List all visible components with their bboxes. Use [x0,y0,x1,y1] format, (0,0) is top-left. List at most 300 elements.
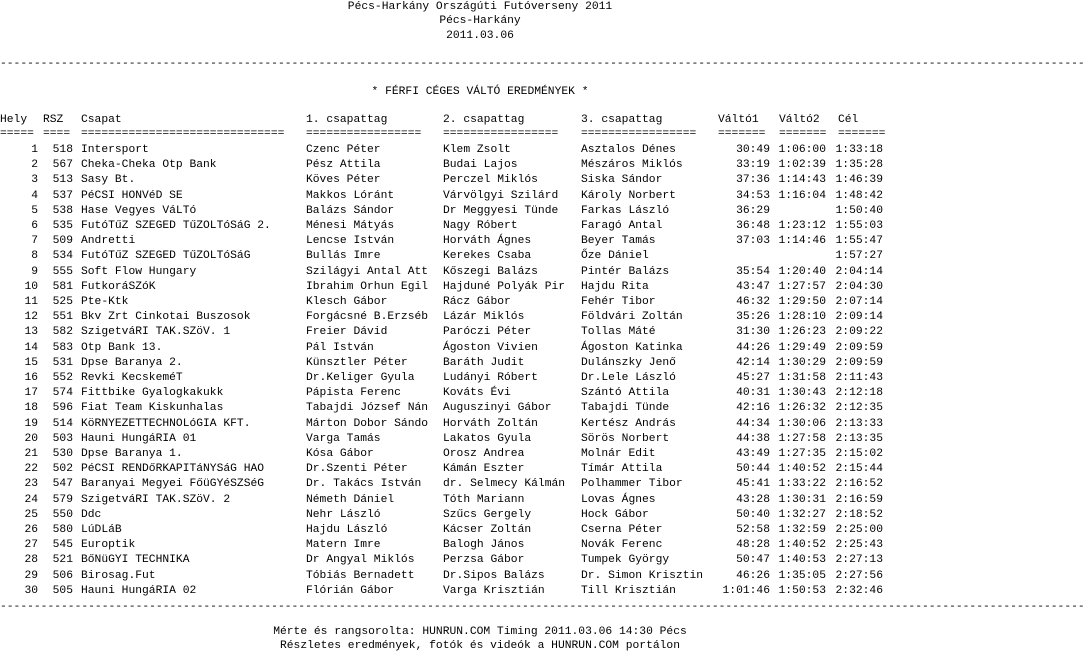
cell-bib: 550 [52,509,73,521]
cell-team: Andretti [81,235,136,247]
cell-bib: 582 [52,326,73,338]
cell-place: 4 [31,190,38,202]
cell-split-1: 36:29 [736,205,770,217]
cell-finish: 2:07:14 [835,296,883,308]
cell-runner-2: Budai Lajos [443,159,518,171]
cell-team: FutóTűZ SZEGED TűZOLTóSáG [81,250,251,262]
cell-team: Otp Bank 13. [81,342,163,354]
cell-team: Fittbike Gyalogkakukk [81,387,224,399]
cell-runner-3: Ágoston Katinka [581,342,683,354]
cell-runner-2: Lakatos Gyula [443,433,532,445]
cell-bib: 567 [52,159,73,171]
cell-split-1: 43:47 [736,281,770,293]
cell-runner-2: Paróczi Péter [443,326,532,338]
cell-place: 11 [24,296,38,308]
cell-team: SzigetváRI TAK.SZöV. 1 [81,326,231,338]
cell-bib: 545 [52,539,73,551]
cell-bib: 596 [52,402,73,414]
cell-runner-2: Kováts Évi [443,387,511,399]
cell-team: Fiat Team Kiskunhalas [81,402,224,414]
cell-finish: 2:32:46 [835,585,883,597]
cell-team: Dpse Baranya 2. [81,357,183,369]
cell-team: Sasy Bt. [81,174,136,186]
cell-finish: 1:48:42 [835,190,883,202]
cell-runner-3: Pintér Balázs [581,266,670,278]
table-row [0,295,960,309]
cell-split-1: 50:47 [736,554,770,566]
table-row [0,356,960,370]
cell-split-1: 33:19 [736,159,770,171]
cell-place: 7 [31,235,38,247]
col-leg1: 1. csapattag [306,114,388,126]
cell-runner-1: Flórián Gábor [306,585,395,597]
table-row [0,462,960,476]
cell-team: BőNüGYI TECHNIKA [81,554,190,566]
cell-bib: 505 [52,585,73,597]
cell-runner-1: Szilágyi Antal Att [306,266,429,278]
cell-runner-3: Fehér Tibor [581,296,656,308]
cell-runner-2: Nagy Róbert [443,220,518,232]
sep-leg3: ================= [581,128,697,140]
cell-place: 2 [31,159,38,171]
cell-bib: 538 [52,205,73,217]
cell-split-1: 34:53 [736,190,770,202]
cell-team: Soft Flow Hungary [81,266,197,278]
cell-team: Cheka-Cheka Otp Bank [81,159,217,171]
cell-runner-2: Klem Zsolt [443,144,511,156]
cell-split-2: 1:27:35 [778,448,826,460]
cell-runner-1: Hajdu László [306,524,388,536]
table-row [0,204,960,218]
cell-place: 24 [24,494,38,506]
cell-runner-1: Makkos Lóránt [306,190,395,202]
cell-finish: 2:18:52 [835,509,883,521]
cell-runner-1: Freier Dávid [306,326,388,338]
cell-runner-2: Kácser Zoltán [443,524,532,536]
cell-finish: 2:15:02 [835,448,883,460]
cell-team: Baranyai Megyei FőüGYéSZSéG [81,478,265,490]
cell-team: FutóTűZ SZEGED TűZOLTóSáG 2. [81,220,271,232]
cell-place: 8 [31,250,38,262]
cell-runner-3: Tumpek György [581,554,670,566]
cell-team: Ddc [81,509,102,521]
sep-hely: ===== [0,128,34,140]
cell-finish: 2:16:59 [835,494,883,506]
cell-runner-3: Tabajdi Tünde [581,402,670,414]
cell-place: 27 [24,539,38,551]
cell-split-2: 1:50:53 [778,585,826,597]
cell-finish: 2:11:43 [835,372,883,384]
table-row [0,493,960,507]
table-row [0,265,960,279]
cell-runner-1: Künsztler Péter [306,357,408,369]
table-row [0,249,960,263]
table-row [0,538,960,552]
cell-runner-3: Hajdu Rita [581,281,649,293]
cell-runner-1: Forgácsné B.Erzséb [306,311,429,323]
table-row [0,371,960,385]
cell-runner-3: Tímár Attila [581,463,663,475]
cell-place: 10 [24,281,38,293]
cell-place: 22 [24,463,38,475]
col-hely: Hely [0,114,28,126]
cell-runner-1: Tabajdi József Nán [306,402,429,414]
table-row [0,234,960,248]
cell-split-1: 48:28 [736,539,770,551]
cell-bib: 547 [52,478,73,490]
cell-split-2: 1:26:23 [778,326,826,338]
table-row [0,553,960,567]
table-row [0,325,960,339]
cell-finish: 2:25:00 [835,524,883,536]
timing-credit: Mérte és rangsorolta: HUNRUN.COM Timing 2011.03.06 14:30 Pécs [273,626,687,638]
cell-team: KöRNYEZETTECHNOLóGIA KFT. [81,418,251,430]
col-rsz: RSZ [43,114,64,126]
portal-note: Részletes eredmények, fotók és videók a HUNRUN.COM portálon [280,640,680,652]
cell-runner-3: Őze Dániel [581,250,649,262]
cell-runner-1: Ibrahim Orhun Egil [306,281,429,293]
table-row [0,523,960,537]
table-row [0,477,960,491]
cell-bib: 525 [52,296,73,308]
table-row [0,386,960,400]
event-date: 2011.03.06 [446,30,514,42]
cell-runner-3: Sörös Norbert [581,433,670,445]
cell-split-1: 46:32 [736,296,770,308]
cell-place: 18 [24,402,38,414]
cell-finish: 2:16:52 [835,478,883,490]
col-valto1: Váltó1 [718,114,759,126]
table-row [0,189,960,203]
sep-rsz: ==== [43,128,71,140]
cell-finish: 1:55:47 [835,235,883,247]
cell-runner-2: Balogh János [443,539,525,551]
cell-split-2: 1:30:43 [778,387,826,399]
cell-runner-2: Horváth Ágnes [443,235,532,247]
cell-team: Bkv Zrt Cinkotai Buszosok [81,311,251,323]
cell-split-2: 1:32:59 [778,524,826,536]
cell-runner-1: Pápista Ferenc [306,387,401,399]
cell-place: 9 [31,266,38,278]
cell-place: 25 [24,509,38,521]
cell-runner-3: Dulánszky Jenő [581,357,676,369]
cell-runner-3: Lovas Ágnes [581,494,656,506]
cell-runner-2: dr. Selmecy Kálmán [443,478,566,490]
cell-runner-2: Lázár Miklós [443,311,525,323]
event-title: Pécs-Harkány Országúti Futóverseny 2011 [347,1,613,13]
cell-finish: 1:35:28 [835,159,883,171]
cell-finish: 1:46:39 [835,174,883,186]
cell-team: Dpse Baranya 1. [81,448,183,460]
cell-bib: 552 [52,372,73,384]
cell-runner-1: Ménesi Mátyás [306,220,395,232]
cell-split-2: 1:29:50 [778,296,826,308]
cell-split-2: 1:02:39 [778,159,826,171]
cell-runner-3: Földvári Zoltán [581,311,683,323]
cell-bib: 583 [52,342,73,354]
cell-finish: 1:55:03 [835,220,883,232]
cell-place: 15 [24,357,38,369]
table-row [0,280,960,294]
cell-runner-3: Kertész András [581,418,676,430]
cell-bib: 537 [52,190,73,202]
col-valto2: Váltó2 [779,114,820,126]
cell-runner-2: Ágoston Vivien [443,342,538,354]
sep-valto1: ======= [718,128,766,140]
cell-finish: 2:13:35 [835,433,883,445]
cell-split-2: 1:30:31 [778,494,826,506]
cell-split-1: 43:49 [736,448,770,460]
cell-runner-1: Balázs Sándor [306,205,395,217]
cell-bib: 580 [52,524,73,536]
cell-team: Hase Vegyes VáLTó [81,205,197,217]
cell-team: Revki KecskeméT [81,372,183,384]
cell-split-1: 31:30 [736,326,770,338]
cell-place: 5 [31,205,38,217]
cell-runner-3: Dr. Simon Krisztin [581,570,704,582]
cell-runner-3: Cserna Péter [581,524,663,536]
cell-split-1: 45:41 [736,478,770,490]
cell-runner-3: Tollas Máté [581,326,656,338]
cell-bib: 513 [52,174,73,186]
cell-split-1: 44:38 [736,433,770,445]
cell-place: 23 [24,478,38,490]
cell-runner-2: Tóth Mariann [443,494,525,506]
cell-runner-3: Novák Ferenc [581,539,663,551]
cell-split-2: 1:35:05 [778,570,826,582]
cell-runner-2: Auguszinyi Gábor [443,402,552,414]
cell-place: 13 [24,326,38,338]
cell-split-1: 52:58 [736,524,770,536]
cell-place: 14 [24,342,38,354]
cell-finish: 1:50:40 [835,205,883,217]
sep-valto2: ======= [779,128,827,140]
cell-split-2: 1:32:27 [778,509,826,521]
cell-runner-3: Mészáros Miklós [581,159,683,171]
cell-split-1: 40:31 [736,387,770,399]
cell-runner-2: Varga Krisztián [443,585,545,597]
cell-split-2: 1:30:06 [778,418,826,430]
cell-split-1: 36:48 [736,220,770,232]
sep-leg2: ================= [443,128,559,140]
cell-finish: 2:04:14 [835,266,883,278]
cell-runner-1: Dr.Keliger Gyula [306,372,415,384]
cell-finish: 1:33:18 [835,144,883,156]
cell-finish: 2:12:35 [835,402,883,414]
cell-team: Hauni HungáRIA 02 [81,585,197,597]
sep-cel: ======= [838,128,886,140]
cell-split-2: 1:14:43 [778,174,826,186]
cell-finish: 2:12:18 [835,387,883,399]
cell-runner-2: Dr Meggyesi Tünde [443,205,559,217]
cell-runner-2: Orosz Andrea [443,448,525,460]
cell-runner-1: Németh Dániel [306,494,395,506]
cell-runner-2: Kerekes Csaba [443,250,532,262]
cell-runner-3: Faragó Antal [581,220,663,232]
cell-split-1: 45:27 [736,372,770,384]
cell-place: 16 [24,372,38,384]
cell-split-1: 37:03 [736,235,770,247]
cell-split-2: 1:20:40 [778,266,826,278]
cell-runner-1: Pál István [306,342,374,354]
cell-bib: 535 [52,220,73,232]
cell-place: 3 [31,174,38,186]
cell-split-2: 1:40:52 [778,463,826,475]
cell-finish: 2:09:22 [835,326,883,338]
cell-finish: 2:27:13 [835,554,883,566]
cell-split-1: 44:34 [736,418,770,430]
col-cel: Cél [838,114,859,126]
cell-place: 1 [31,144,38,156]
cell-runner-1: Matern Imre [306,539,381,551]
cell-bib: 579 [52,494,73,506]
cell-split-2: 1:40:53 [778,554,826,566]
table-row [0,219,960,233]
cell-place: 6 [31,220,38,232]
cell-split-1: 46:26 [736,570,770,582]
footer-divider: ---------------------------------------------------------------------------------------------------------------------------------------------------------------- [0,601,1085,613]
cell-split-2: 1:40:52 [778,539,826,551]
section-title: * FÉRFI CÉGES VÁLTÓ EREDMÉNYEK * [371,86,589,98]
cell-runner-1: Kósa Gábor [306,448,374,460]
event-location: Pécs-Harkány [439,15,521,27]
column-header-row [0,113,960,127]
cell-place: 20 [24,433,38,445]
cell-runner-3: Siska Sándor [581,174,663,186]
table-row [0,143,960,157]
table-row [0,447,960,461]
cell-finish: 2:09:14 [835,311,883,323]
cell-runner-2: Ludányi Róbert [443,372,538,384]
cell-runner-3: Szántó Attila [581,387,670,399]
cell-split-2: 1:29:49 [778,342,826,354]
table-row [0,401,960,415]
table-row [0,158,960,172]
cell-finish: 2:25:43 [835,539,883,551]
cell-split-1: 43:28 [736,494,770,506]
cell-place: 26 [24,524,38,536]
cell-split-1: 42:14 [736,357,770,369]
cell-team: LúDLáB [81,524,122,536]
cell-runner-2: Baráth Judit [443,357,525,369]
cell-split-1: 44:26 [736,342,770,354]
cell-team: Birosag.Fut [81,570,156,582]
cell-split-1: 1:01:46 [722,585,770,597]
column-separator-row [0,127,960,141]
cell-runner-1: Dr. Takács István [306,478,422,490]
table-row [0,432,960,446]
cell-team: Pte-Ktk [81,296,129,308]
cell-runner-3: Molnár Edit [581,448,656,460]
cell-split-1: 42:16 [736,402,770,414]
cell-bib: 530 [52,448,73,460]
cell-split-2: 1:27:58 [778,433,826,445]
cell-split-2: 1:16:04 [778,190,826,202]
cell-place: 19 [24,418,38,430]
cell-bib: 503 [52,433,73,445]
cell-place: 12 [24,311,38,323]
cell-runner-2: Szűcs Gergely [443,509,532,521]
header-divider: ---------------------------------------------------------------------------------------------------------------------------------------------------------------- [0,58,1085,70]
cell-bib: 502 [52,463,73,475]
cell-split-2: 1:31:58 [778,372,826,384]
cell-runner-1: Lencse István [306,235,395,247]
cell-runner-1: Dr.Szenti Péter [306,463,408,475]
cell-runner-2: Perczel Miklós [443,174,538,186]
cell-team: Intersport [81,144,149,156]
cell-runner-2: Kámán Eszter [443,463,525,475]
col-leg2: 2. csapattag [443,114,525,126]
table-row [0,310,960,324]
table-row [0,417,960,431]
cell-bib: 555 [52,266,73,278]
cell-runner-2: Horváth Zoltán [443,418,538,430]
cell-runner-1: Márton Dobor Sándo [306,418,429,430]
cell-finish: 2:27:56 [835,570,883,582]
cell-runner-2: Várvölgyi Szilárd [443,190,559,202]
cell-place: 17 [24,387,38,399]
cell-runner-3: Hock Gábor [581,509,649,521]
cell-finish: 2:09:59 [835,342,883,354]
cell-place: 29 [24,570,38,582]
table-row [0,341,960,355]
table-row [0,508,960,522]
cell-runner-1: Dr Angyal Miklós [306,554,415,566]
cell-split-2: 1:33:22 [778,478,826,490]
cell-split-1: 35:54 [736,266,770,278]
cell-runner-3: Asztalos Dénes [581,144,676,156]
cell-runner-3: Till Krisztián [581,585,676,597]
table-row [0,584,960,598]
cell-runner-2: Perzsa Gábor [443,554,525,566]
cell-split-2: 1:23:12 [778,220,826,232]
cell-split-2: 1:30:29 [778,357,826,369]
cell-split-1: 50:44 [736,463,770,475]
cell-runner-3: Károly Norbert [581,190,676,202]
cell-runner-3: Dr.Lele László [581,372,676,384]
cell-split-2: 1:14:46 [778,235,826,247]
cell-bib: 514 [52,418,73,430]
cell-runner-2: Hajduné Polyák Pir [443,281,566,293]
cell-split-1: 35:26 [736,311,770,323]
cell-team: SzigetváRI TAK.SZöV. 2 [81,494,231,506]
cell-team: PéCSI HONVéD SE [81,190,183,202]
cell-split-1: 30:49 [736,144,770,156]
cell-team: Europtik [81,539,136,551]
sep-leg1: ================= [306,128,422,140]
cell-finish: 2:15:44 [835,463,883,475]
cell-bib: 551 [52,311,73,323]
cell-finish: 2:13:33 [835,418,883,430]
cell-bib: 521 [52,554,73,566]
sep-csapat: ============================== [81,128,285,140]
cell-runner-1: Bullás Imre [306,250,381,262]
cell-place: 21 [24,448,38,460]
col-csapat: Csapat [81,114,122,126]
cell-bib: 574 [52,387,73,399]
cell-runner-1: Czenc Péter [306,144,381,156]
cell-runner-2: Kőszegi Balázs [443,266,538,278]
cell-split-2: 1:06:00 [778,144,826,156]
cell-runner-3: Polhammer Tibor [581,478,683,490]
cell-runner-1: Köves Péter [306,174,381,186]
cell-bib: 534 [52,250,73,262]
cell-runner-1: Tóbiás Bernadett [306,570,415,582]
cell-bib: 509 [52,235,73,247]
table-row [0,569,960,583]
cell-finish: 1:57:27 [835,250,883,262]
cell-runner-3: Farkas László [581,205,670,217]
